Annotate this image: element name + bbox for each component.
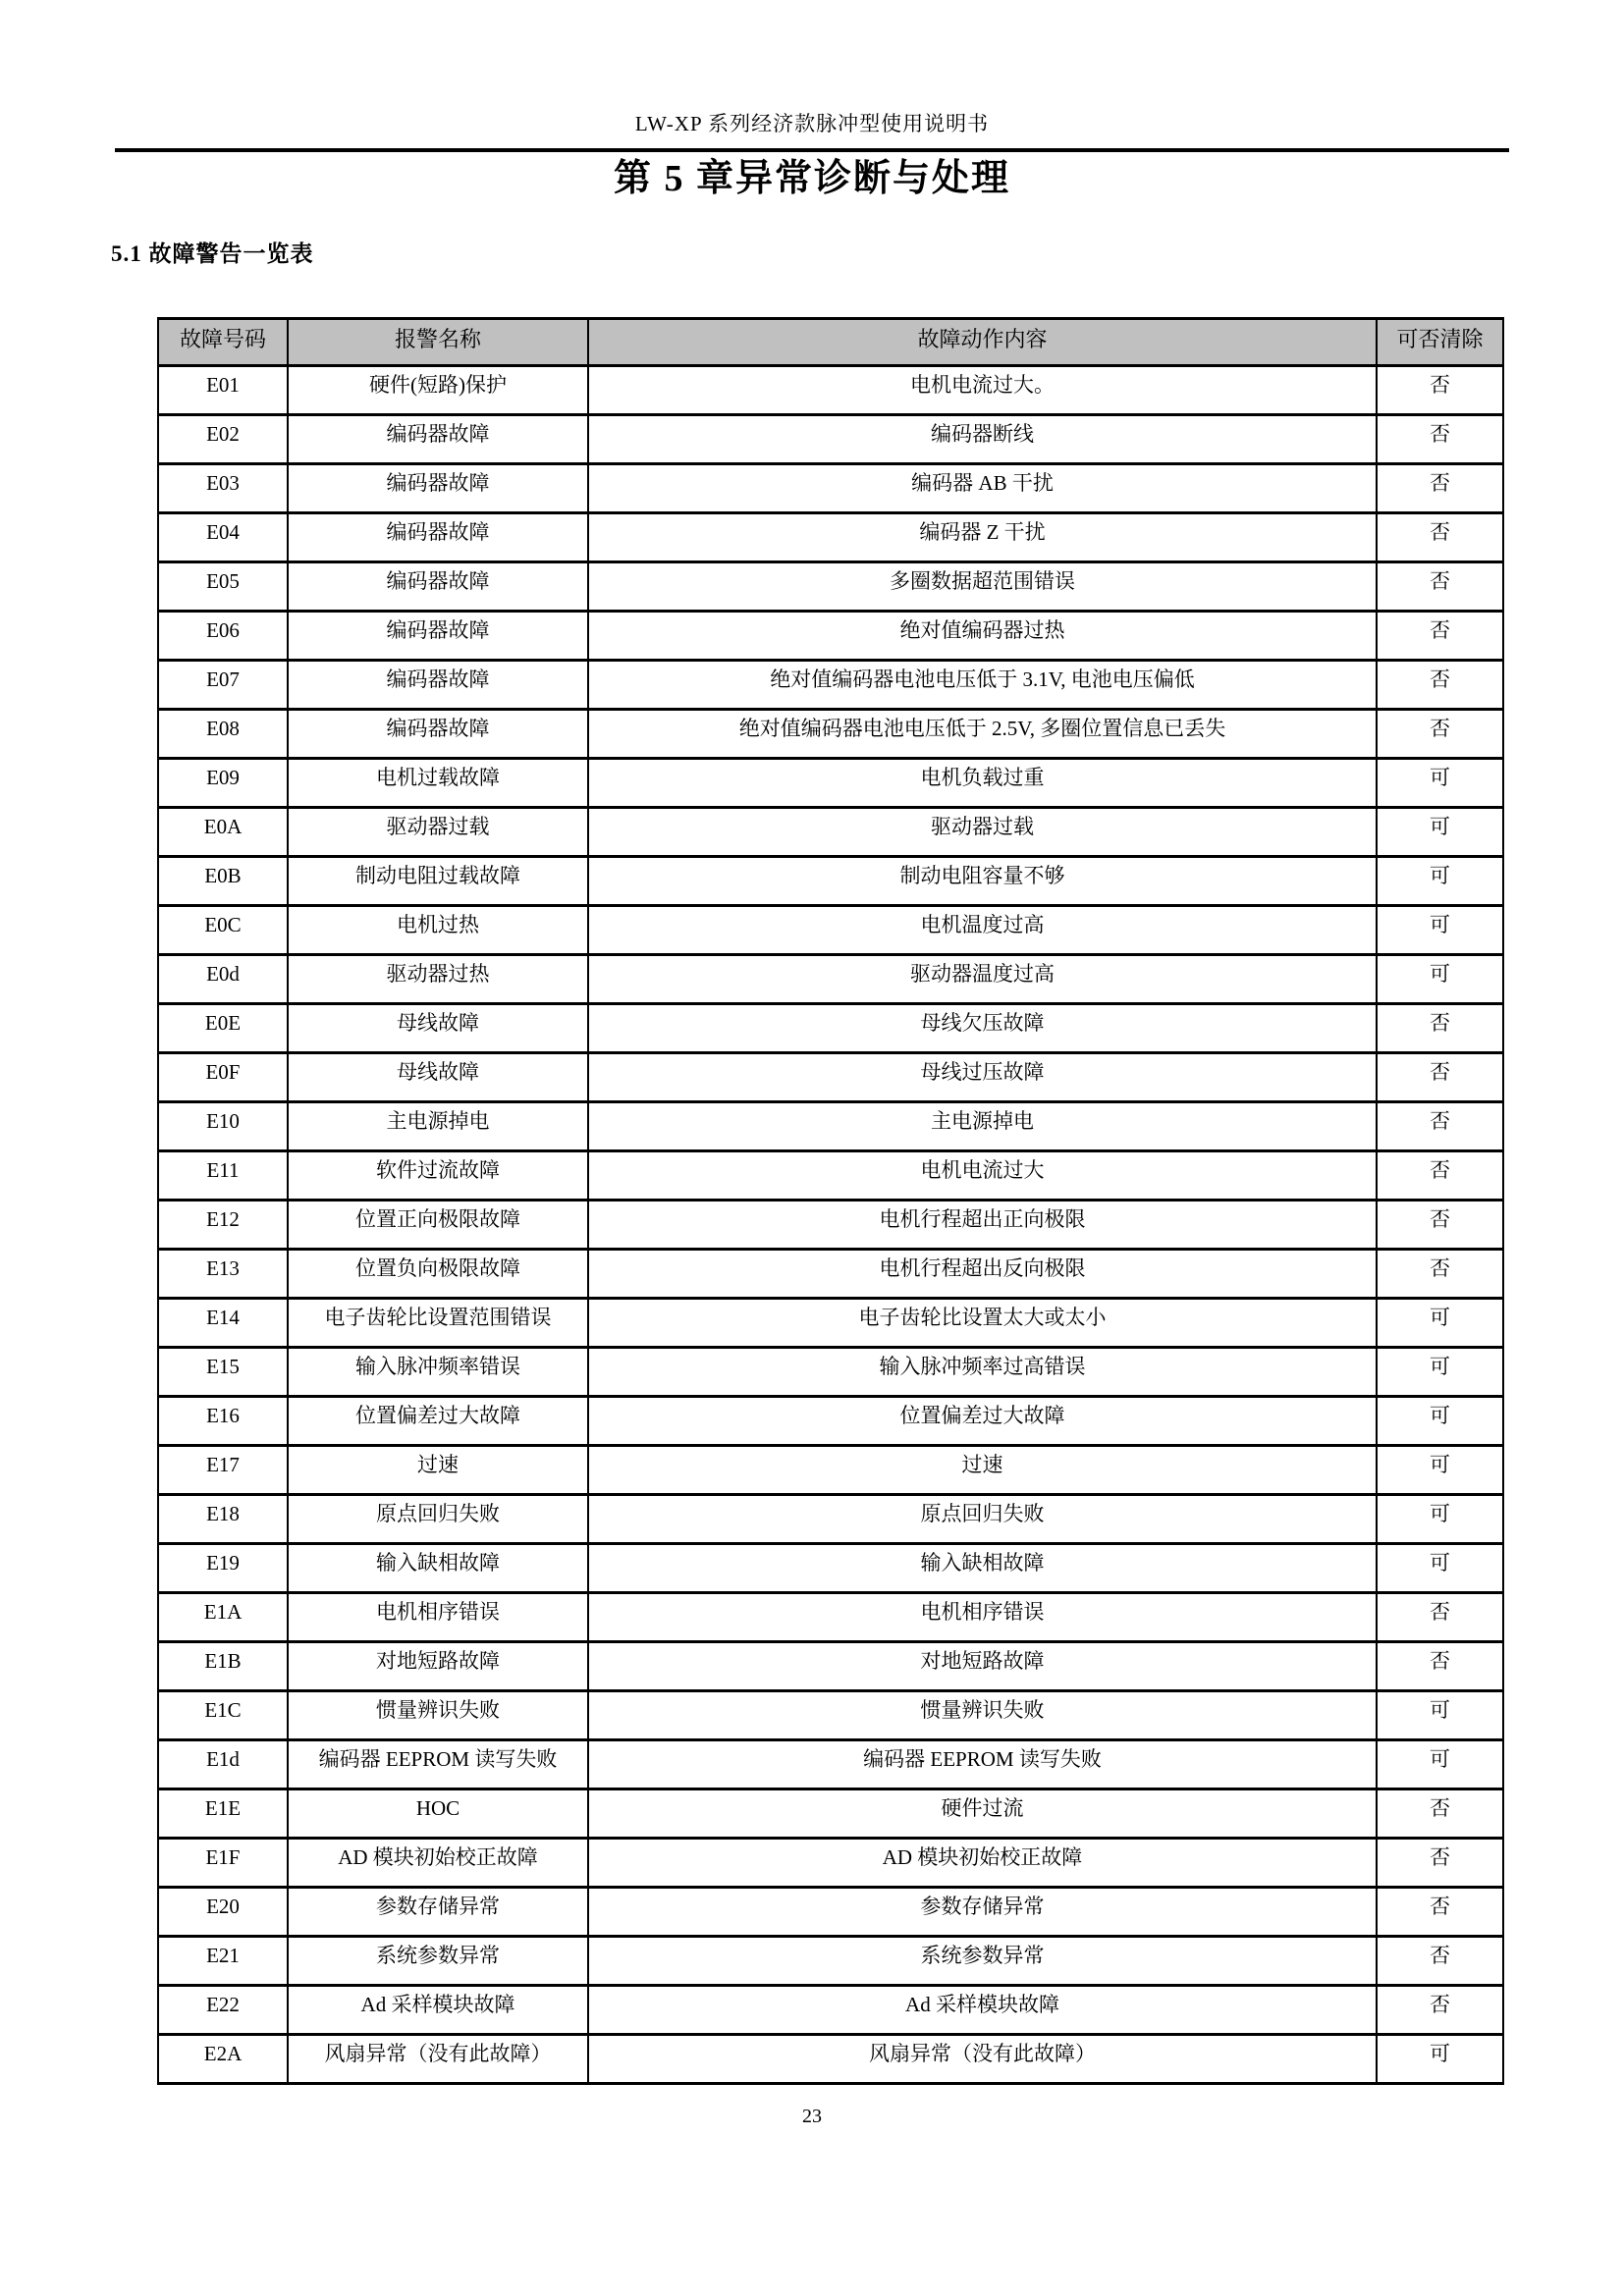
cell-fault-code: E05 [158,562,288,612]
cell-fault-action: 电机负载过重 [588,759,1377,808]
table-header-row [158,319,1503,366]
cell-fault-code: E18 [158,1495,288,1544]
cell-fault-code: E0d [158,955,288,1004]
fault-table-header [158,319,1503,366]
cell-clearable: 否 [1377,1250,1503,1299]
cell-fault-code: E1E [158,1789,288,1839]
cell-fault-action: 电机电流过大 [588,1151,1377,1201]
table-row [158,562,1503,612]
cell-fault-code: E1d [158,1740,288,1789]
cell-alarm-name: 过速 [288,1446,588,1495]
cell-clearable: 可 [1377,808,1503,857]
cell-alarm-name: 对地短路故障 [288,1642,588,1691]
table-row [158,1348,1503,1397]
cell-alarm-name: 原点回归失败 [288,1495,588,1544]
cell-clearable: 否 [1377,1151,1503,1201]
cell-fault-action: 原点回归失败 [588,1495,1377,1544]
cell-fault-action: 输入缺相故障 [588,1544,1377,1593]
cell-clearable: 可 [1377,759,1503,808]
cell-clearable: 可 [1377,2035,1503,2084]
cell-clearable: 可 [1377,906,1503,955]
cell-alarm-name: 输入脉冲频率错误 [288,1348,588,1397]
cell-alarm-name: 参数存储异常 [288,1888,588,1937]
cell-fault-action: 电机行程超出反向极限 [588,1250,1377,1299]
cell-clearable: 否 [1377,366,1503,415]
cell-clearable: 可 [1377,857,1503,906]
table-row [158,1151,1503,1201]
section-title: 5.1 故障警告一览表 [111,241,314,266]
table-row [158,906,1503,955]
table-row [158,1446,1503,1495]
cell-fault-code: E22 [158,1986,288,2035]
cell-alarm-name: Ad 采样模块故障 [288,1986,588,2035]
table-row [158,1691,1503,1740]
table-row [158,710,1503,759]
table-row [158,1740,1503,1789]
cell-fault-action: 编码器 EEPROM 读写失败 [588,1740,1377,1789]
cell-clearable: 否 [1377,1102,1503,1151]
table-row [158,1053,1503,1102]
cell-alarm-name: 编码器故障 [288,710,588,759]
cell-alarm-name: 制动电阻过载故障 [288,857,588,906]
cell-alarm-name: 编码器 EEPROM 读写失败 [288,1740,588,1789]
cell-clearable: 可 [1377,1495,1503,1544]
table-row [158,415,1503,464]
cell-fault-action: 电子齿轮比设置太大或太小 [588,1299,1377,1348]
table-row [158,1642,1503,1691]
cell-clearable: 可 [1377,1446,1503,1495]
cell-alarm-name: HOC [288,1789,588,1839]
cell-fault-action: 驱动器温度过高 [588,955,1377,1004]
cell-clearable: 否 [1377,1789,1503,1839]
table-row [158,464,1503,513]
cell-alarm-name: 母线故障 [288,1004,588,1053]
cell-fault-action: 电机温度过高 [588,906,1377,955]
cell-fault-code: E14 [158,1299,288,1348]
table-row [158,1250,1503,1299]
table-row [158,1544,1503,1593]
cell-fault-code: E08 [158,710,288,759]
cell-fault-action: 电机行程超出正向极限 [588,1201,1377,1250]
table-row [158,759,1503,808]
cell-clearable: 可 [1377,1544,1503,1593]
table-row [158,661,1503,710]
cell-clearable: 否 [1377,1593,1503,1642]
cell-fault-action: 绝对值编码器过热 [588,612,1377,661]
cell-fault-action: Ad 采样模块故障 [588,1986,1377,2035]
cell-fault-code: E15 [158,1348,288,1397]
cell-clearable: 否 [1377,710,1503,759]
cell-clearable: 可 [1377,1397,1503,1446]
cell-alarm-name: 电子齿轮比设置范围错误 [288,1299,588,1348]
column-header-fault-code: 故障号码 [158,319,288,366]
cell-fault-action: 系统参数异常 [588,1937,1377,1986]
cell-fault-action: 编码器 Z 干扰 [588,513,1377,562]
table-row [158,1102,1503,1151]
cell-alarm-name: 编码器故障 [288,562,588,612]
cell-fault-action: 母线欠压故障 [588,1004,1377,1053]
cell-clearable: 否 [1377,415,1503,464]
cell-clearable: 可 [1377,1691,1503,1740]
table-row [158,366,1503,415]
cell-fault-action: 硬件过流 [588,1789,1377,1839]
cell-alarm-name: 母线故障 [288,1053,588,1102]
cell-clearable: 否 [1377,1642,1503,1691]
cell-fault-code: E2A [158,2035,288,2084]
cell-fault-action: 多圈数据超范围错误 [588,562,1377,612]
cell-fault-action: 位置偏差过大故障 [588,1397,1377,1446]
cell-clearable: 否 [1377,562,1503,612]
cell-clearable: 可 [1377,1299,1503,1348]
fault-table-body [158,366,1503,2084]
cell-fault-code: E04 [158,513,288,562]
cell-alarm-name: 位置偏差过大故障 [288,1397,588,1446]
column-header-fault-action: 故障动作内容 [588,319,1377,366]
cell-alarm-name: 位置负向极限故障 [288,1250,588,1299]
cell-alarm-name: 编码器故障 [288,415,588,464]
cell-alarm-name: 输入缺相故障 [288,1544,588,1593]
column-header-clearable: 可否清除 [1377,319,1503,366]
cell-alarm-name: 编码器故障 [288,464,588,513]
cell-fault-code: E12 [158,1201,288,1250]
chapter-title: 第 5 章异常诊断与处理 [613,158,1010,199]
table-row [158,1495,1503,1544]
cell-alarm-name: 软件过流故障 [288,1151,588,1201]
cell-fault-code: E11 [158,1151,288,1201]
cell-alarm-name: 惯量辨识失败 [288,1691,588,1740]
table-row [158,1299,1503,1348]
cell-alarm-name: 电机过载故障 [288,759,588,808]
cell-fault-action: 风扇异常（没有此故障） [588,2035,1377,2084]
cell-fault-code: E06 [158,612,288,661]
cell-clearable: 否 [1377,1986,1503,2035]
cell-fault-action: 电机电流过大。 [588,366,1377,415]
cell-fault-action: 绝对值编码器电池电压低于 2.5V, 多圈位置信息已丢失 [588,710,1377,759]
cell-alarm-name: AD 模块初始校正故障 [288,1839,588,1888]
cell-clearable: 否 [1377,612,1503,661]
cell-fault-code: E09 [158,759,288,808]
cell-clearable: 可 [1377,1348,1503,1397]
table-row [158,1888,1503,1937]
cell-fault-code: E1A [158,1593,288,1642]
cell-clearable: 可 [1377,1740,1503,1789]
cell-clearable: 否 [1377,1201,1503,1250]
cell-alarm-name: 驱动器过热 [288,955,588,1004]
cell-fault-code: E1B [158,1642,288,1691]
cell-fault-action: 驱动器过载 [588,808,1377,857]
cell-alarm-name: 编码器故障 [288,612,588,661]
cell-alarm-name: 电机过热 [288,906,588,955]
table-row [158,1937,1503,1986]
cell-fault-code: E02 [158,415,288,464]
cell-fault-code: E0E [158,1004,288,1053]
page-number: 23 [802,2106,822,2127]
cell-fault-action: AD 模块初始校正故障 [588,1839,1377,1888]
cell-fault-code: E01 [158,366,288,415]
table-row [158,1789,1503,1839]
cell-fault-action: 对地短路故障 [588,1642,1377,1691]
table-row [158,1986,1503,2035]
table-row [158,1004,1503,1053]
cell-alarm-name: 编码器故障 [288,661,588,710]
cell-alarm-name: 编码器故障 [288,513,588,562]
cell-fault-action: 编码器断线 [588,415,1377,464]
cell-fault-code: E1F [158,1839,288,1888]
cell-fault-code: E10 [158,1102,288,1151]
cell-fault-action: 母线过压故障 [588,1053,1377,1102]
fault-code-table [157,317,1504,2085]
cell-fault-action: 过速 [588,1446,1377,1495]
cell-fault-code: E03 [158,464,288,513]
cell-fault-action: 绝对值编码器电池电压低于 3.1V, 电池电压偏低 [588,661,1377,710]
cell-fault-code: E0B [158,857,288,906]
cell-fault-code: E0C [158,906,288,955]
table-row [158,2035,1503,2084]
cell-fault-code: E20 [158,1888,288,1937]
cell-clearable: 可 [1377,955,1503,1004]
cell-fault-action: 电机相序错误 [588,1593,1377,1642]
cell-alarm-name: 风扇异常（没有此故障） [288,2035,588,2084]
table-row [158,857,1503,906]
cell-fault-action: 制动电阻容量不够 [588,857,1377,906]
cell-alarm-name: 电机相序错误 [288,1593,588,1642]
cell-fault-action: 主电源掉电 [588,1102,1377,1151]
cell-fault-action: 惯量辨识失败 [588,1691,1377,1740]
table-row [158,1839,1503,1888]
table-row [158,1201,1503,1250]
cell-alarm-name: 硬件(短路)保护 [288,366,588,415]
cell-fault-code: E17 [158,1446,288,1495]
table-row [158,955,1503,1004]
table-row [158,513,1503,562]
column-header-alarm-name: 报警名称 [288,319,588,366]
cell-clearable: 否 [1377,661,1503,710]
cell-fault-code: E1C [158,1691,288,1740]
header-divider-rule [115,148,1509,152]
table-row [158,612,1503,661]
cell-fault-code: E13 [158,1250,288,1299]
cell-clearable: 否 [1377,1004,1503,1053]
table-row [158,1397,1503,1446]
cell-clearable: 否 [1377,1888,1503,1937]
cell-fault-code: E07 [158,661,288,710]
cell-fault-action: 输入脉冲频率过高错误 [588,1348,1377,1397]
cell-clearable: 否 [1377,1053,1503,1102]
cell-fault-action: 编码器 AB 干扰 [588,464,1377,513]
cell-alarm-name: 驱动器过载 [288,808,588,857]
cell-alarm-name: 主电源掉电 [288,1102,588,1151]
cell-clearable: 否 [1377,464,1503,513]
table-row [158,1593,1503,1642]
cell-fault-code: E21 [158,1937,288,1986]
document-header-title: LW-XP 系列经济款脉冲型使用说明书 [634,112,990,135]
table-row [158,808,1503,857]
cell-clearable: 否 [1377,513,1503,562]
cell-clearable: 否 [1377,1839,1503,1888]
cell-alarm-name: 系统参数异常 [288,1937,588,1986]
cell-fault-code: E16 [158,1397,288,1446]
cell-fault-code: E19 [158,1544,288,1593]
cell-alarm-name: 位置正向极限故障 [288,1201,588,1250]
cell-fault-code: E0A [158,808,288,857]
cell-fault-action: 参数存储异常 [588,1888,1377,1937]
cell-clearable: 否 [1377,1937,1503,1986]
cell-fault-code: E0F [158,1053,288,1102]
